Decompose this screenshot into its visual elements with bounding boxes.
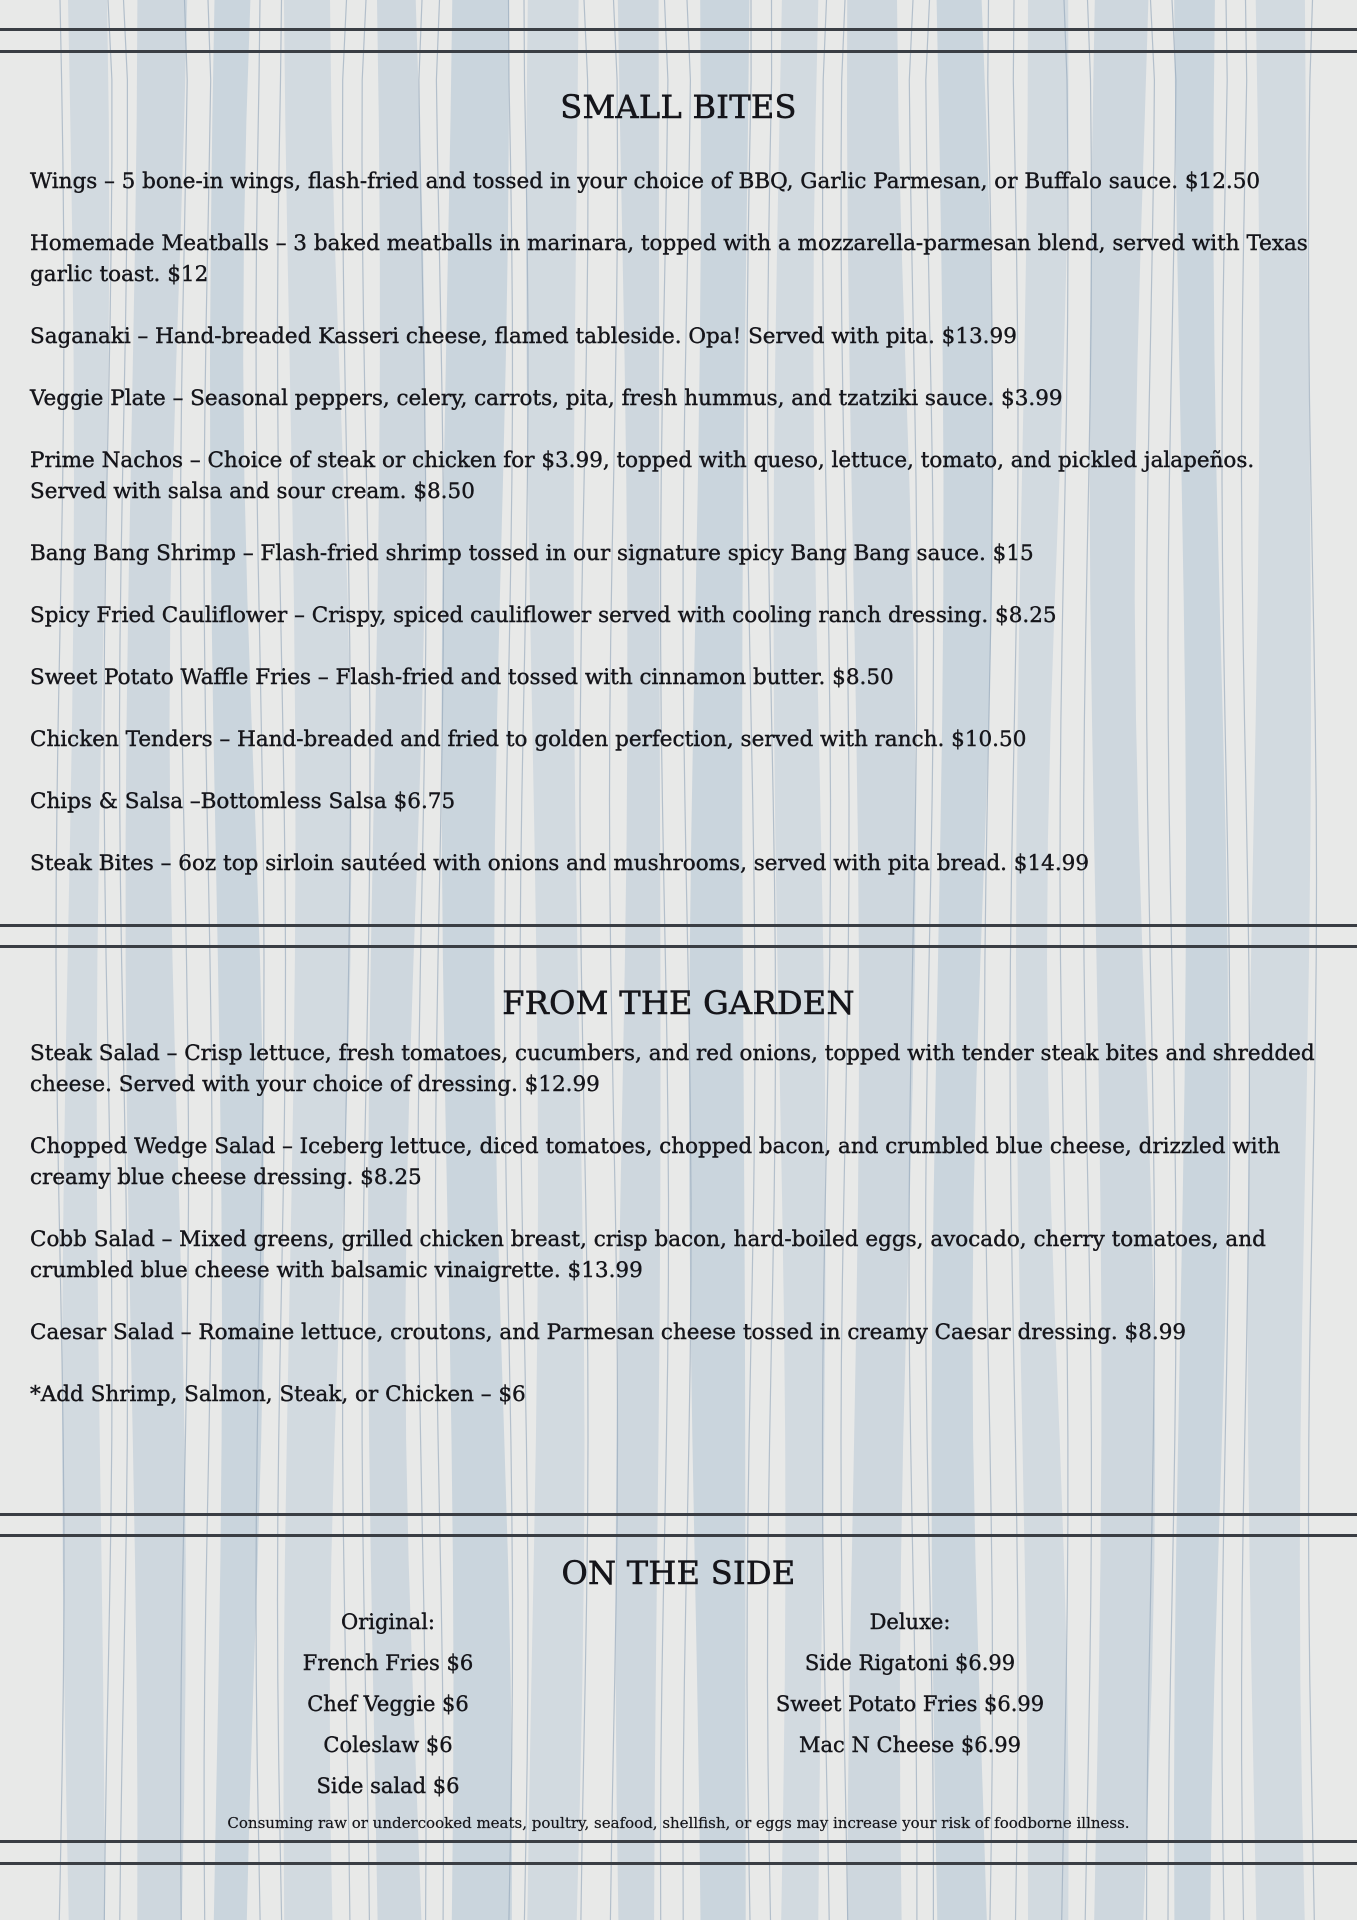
small-bites-section [0,88,1357,910]
side-item-coleslaw: Coleslaw $6 [323,1733,453,1757]
menu-item-saganaki: Saganaki – Hand-breaded Kasseri cheese, flamed tableside. Opa! Served with pita. $13.99 [30,324,1017,349]
menu-item-prime-nachos: Prime Nachos – Choice of steak or chicken for $3.99, topped with queso, lettuce, tomato, and pickled jalapeños. Served with salsa and sour cream. $8.50 [30,448,1255,504]
menu-item-waffle-fries: Sweet Potato Waffle Fries – Flash-fried and tossed with cinnamon butter. $8.50 [30,665,894,690]
top-rule-1 [0,28,1357,31]
menu-item-wedge-salad: Chopped Wedge Salad – Iceberg lettuce, diced tomatoes, chopped bacon, and crumbled blue cheese, drizzled with creamy blue cheese dressing. $8.25 [30,1134,1281,1190]
menu-item-veggie-plate: Veggie Plate – Seasonal peppers, celery, carrots, pita, fresh hummus, and tzatziki sauce. $3.99 [30,386,1063,411]
side-item-chef-veggie: Chef Veggie $6 [307,1692,469,1716]
side-item-rigatoni: Side Rigatoni $6.99 [804,1651,1016,1675]
deluxe-sides-column [700,1602,1120,1766]
side-item-side-salad: Side salad $6 [316,1774,460,1798]
garden-list [0,1038,1357,1410]
menu-item-add-protein: *Add Shrimp, Salmon, Steak, or Chicken – $6 [30,1382,526,1407]
side-item-sweet-potato-fries: Sweet Potato Fries $6.99 [775,1692,1045,1716]
menu-item-steak-bites: Steak Bites – 6oz top sirloin sautéed with onions and mushrooms, served with pita bread. $14.99 [30,851,1090,876]
divider-rule-4 [0,1534,1357,1537]
side-item-mac-n-cheese: Mac N Cheese $6.99 [799,1733,1021,1757]
on-the-side-title: ON THE SIDE [561,1554,796,1592]
bottom-rule-1 [0,1840,1357,1843]
menu-item-bang-bang-shrimp: Bang Bang Shrimp – Flash-fried shrimp tossed in our signature spicy Bang Bang sauce. $15 [30,541,1034,566]
menu-item-steak-salad: Steak Salad – Crisp lettuce, fresh tomatoes, cucumbers, and red onions, topped with tender steak bites and shredded cheese. Served with your choice of dressing. $12.99 [30,1041,1315,1097]
original-heading: Original: [341,1610,435,1634]
menu-item-caesar-salad: Caesar Salad – Romaine lettuce, croutons, and Parmesan cheese tossed in creamy Caesar dressing. $8.99 [30,1320,1187,1345]
small-bites-list [0,166,1357,879]
small-bites-title: SMALL BITES [560,88,797,126]
bottom-rule-2 [0,1862,1357,1865]
divider-rule-2 [0,945,1357,948]
divider-rule-3 [0,1513,1357,1516]
menu-item-wings: Wings – 5 bone-in wings, flash-fried and tossed in your choice of BBQ, Garlic Parmesan, or Buffalo sauce. $12.50 [30,169,1261,194]
menu-item-meatballs: Homemade Meatballs – 3 baked meatballs in marinara, topped with a mozzarella-parmesan blend, served with Texas garlic toast. $12 [30,231,1308,287]
from-the-garden-title: FROM THE GARDEN [502,984,855,1022]
on-the-side-section [0,1554,1357,1798]
top-rule-2 [0,50,1357,53]
menu-item-fried-cauliflower: Spicy Fried Cauliflower – Crispy, spiced cauliflower served with cooling ranch dressing. $8.25 [30,603,1057,628]
from-the-garden-section [0,984,1357,1441]
deluxe-heading: Deluxe: [869,1610,951,1634]
menu-item-chips-salsa: Chips & Salsa –Bottomless Salsa $6.75 [30,789,456,814]
original-sides-column [178,1602,598,1807]
side-item-french-fries: French Fries $6 [302,1651,474,1675]
foodborne-illness-disclaimer: Consuming raw or undercooked meats, poultry, seafood, shellfish, or eggs may increase your risk of foodborne illness. [227,1814,1130,1832]
menu-item-chicken-tenders: Chicken Tenders – Hand-breaded and fried to golden perfection, served with ranch. $10.50 [30,727,1027,752]
menu-item-cobb-salad: Cobb Salad – Mixed greens, grilled chicken breast, crisp bacon, hard-boiled eggs, avocado, cherry tomatoes, and crumbled blue cheese with balsamic vinaigrette. $13.99 [30,1227,1266,1283]
divider-rule-1 [0,924,1357,927]
